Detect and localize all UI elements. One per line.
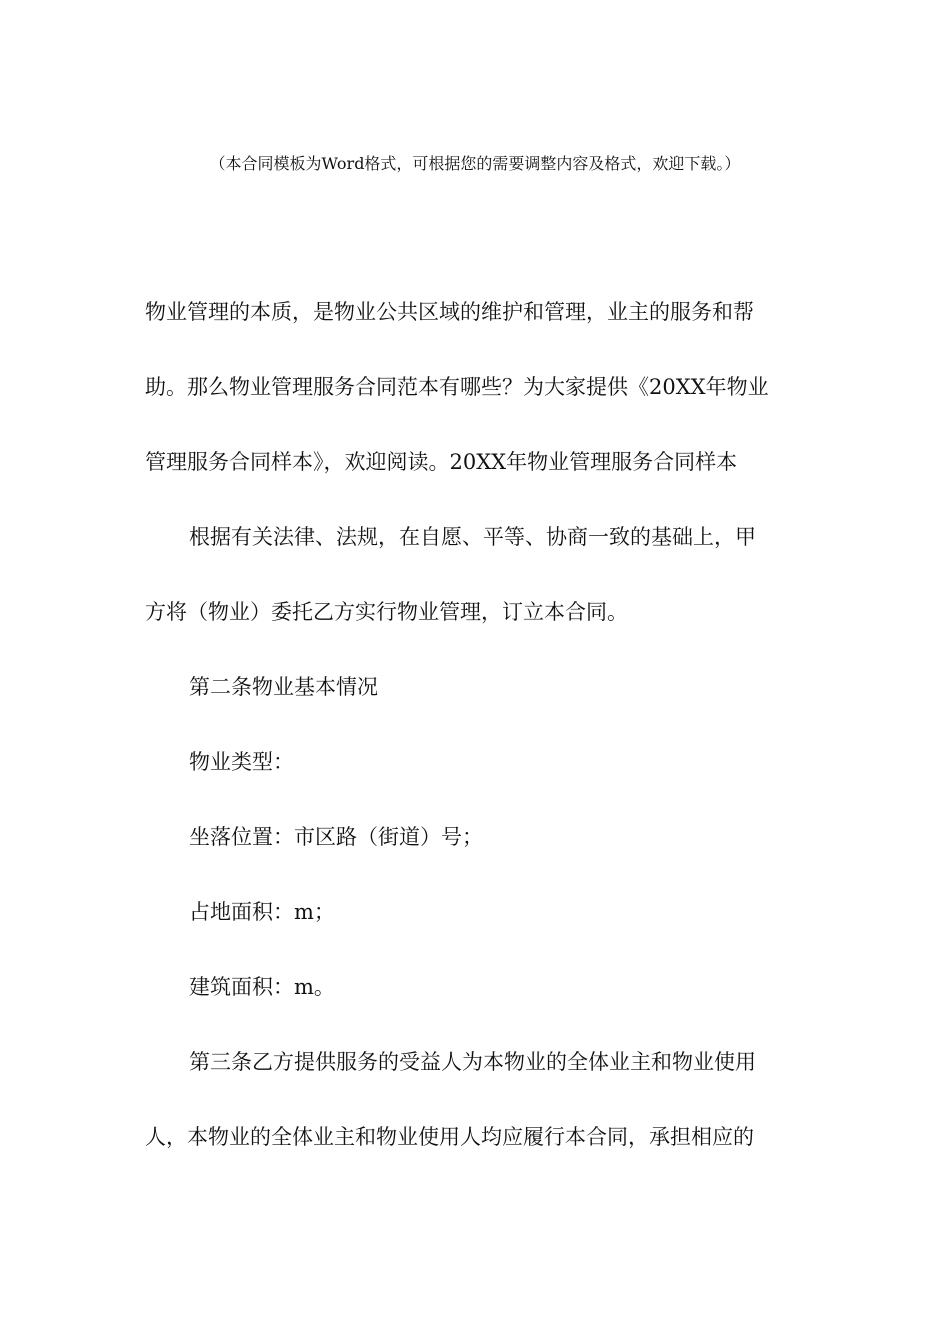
document-body [145,292,805,1192]
paragraph-line: 助。那么物业管理服务合同范本有哪些？为大家提供《20XX年物业 [145,375,769,399]
paragraph-line: 根据有关法律、法规，在自愿、平等、协商一致的基础上，甲 [189,525,756,549]
template-note: （本合同模板为Word格式，可根据您的需要调整内容及格式，欢迎下载。） [209,154,741,173]
property-type-line: 物业类型： [189,750,294,774]
paragraph-line: 管理服务合同样本》，欢迎阅读。20XX年物业管理服务合同样本 [145,450,738,474]
location-line: 坐落位置：市区路（街道）号； [189,825,483,849]
article-heading: 第二条物业基本情况 [189,675,378,699]
paragraph-line: 人，本物业的全体业主和物业使用人均应履行本合同，承担相应的 [145,1125,754,1149]
paragraph-line: 第三条乙方提供服务的受益人为本物业的全体业主和物业使用 [189,1050,756,1074]
building-area-line: 建筑面积：m。 [189,975,335,999]
paragraph-line: 方将（物业）委托乙方实行物业管理，订立本合同。 [145,600,628,624]
paragraph-line: 物业管理的本质，是物业公共区域的维护和管理，业主的服务和帮 [145,300,754,324]
land-area-line: 占地面积：m； [189,900,335,924]
